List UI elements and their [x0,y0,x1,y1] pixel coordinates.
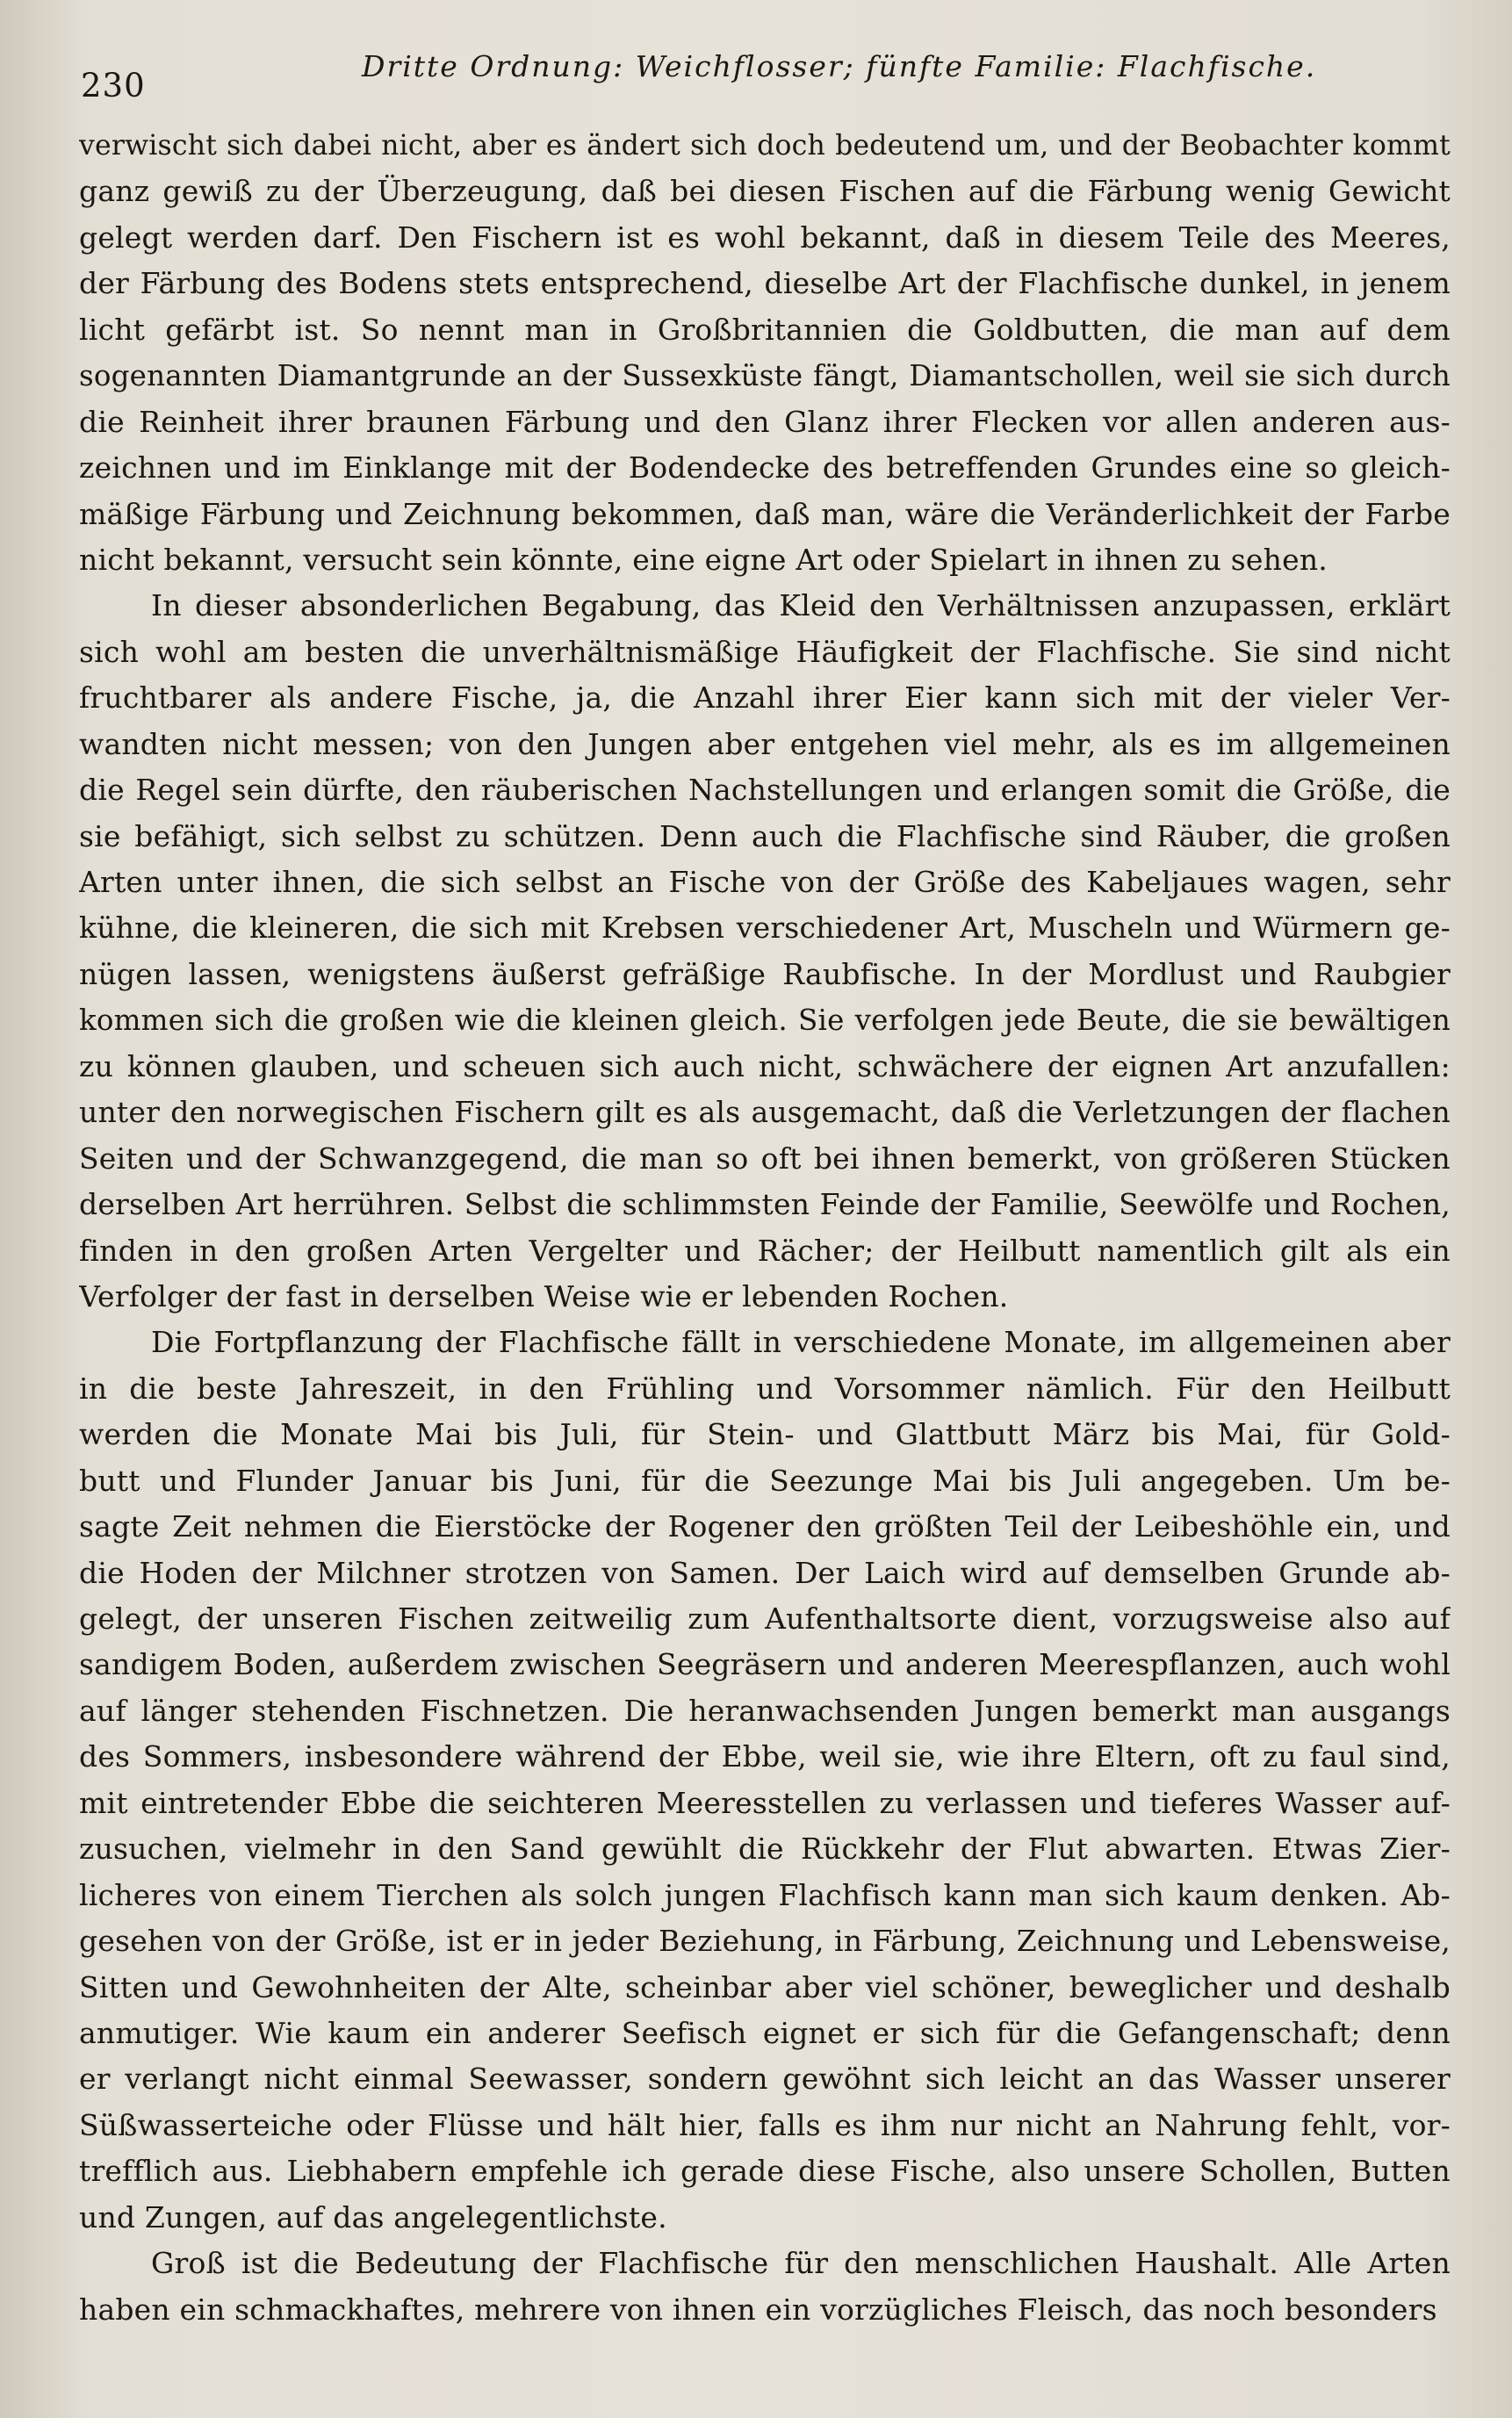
text-line: ganz gewiß zu der Überzeugung, daß bei diesen Fischen auf die Färbung wenig Gewicht [79,174,1451,209]
text-line: In dieser absonderlichen Begabung, das Kleid den Verhältnissen anzupassen, erklärt [151,588,1451,623]
text-line: anmutiger. Wie kaum ein anderer Seefisch eignet er sich für die Gefangenschaft; denn [79,2015,1451,2050]
text-line: butt und Flunder Januar bis Juni, für die Seezunge Mai bis Juli angegeben. Um be- [79,1463,1451,1498]
page-number: 230 [81,67,146,104]
text-line: finden in den großen Arten Vergelter und Rächer; der Heilbutt namentlich gilt als ein [79,1233,1451,1268]
text-line: nicht bekannt, versucht sein könnte, eine eigne Art oder Spielart in ihnen zu sehen. [79,542,1328,577]
text-line: sagte Zeit nehmen die Eierstöcke der Rogener den größten Teil der Leibeshöhle ein, und [79,1509,1451,1544]
text-line: Groß ist die Bedeutung der Flachfische für den menschlichen Haushalt. Alle Arten [151,2246,1451,2281]
text-line: Verfolger der fast in derselben Weise wie er lebenden Rochen. [79,1278,1009,1313]
text-line: die Reinheit ihrer braunen Färbung und den Glanz ihrer Flecken vor allen anderen aus- [79,404,1451,439]
text-line: licheres von einem Tierchen als solch jungen Flachfisch kann man sich kaum denken. Ab- [79,1877,1451,1912]
text-line: wandten nicht messen; von den Jungen aber entgehen viel mehr, als es im allgemeinen [79,726,1451,761]
text-line: trefflich aus. Liebhabern empfehle ich gerade diese Fische, also unsere Schollen, Butten [79,2154,1451,2189]
text-line: mit eintretender Ebbe die seichteren Meeresstellen zu verlassen und tieferes Wasser auf- [79,1785,1451,1820]
text-line: der Färbung des Bodens stets entsprechend, dieselbe Art der Flachfische dunkel, in jenem [79,266,1451,301]
text-line: Arten unter ihnen, die sich selbst an Fische von der Größe des Kabeljaues wagen, sehr [79,865,1451,899]
text-line: auf länger stehenden Fischnetzen. Die heranwachsenden Jungen bemerkt man ausgangs [79,1693,1451,1728]
text-line: sogenannten Diamantgrunde an der Sussexküste fängt, Diamantschollen, weil sie sich durch [79,359,1451,393]
text-line: mäßige Färbung und Zeichnung bekommen, daß man, wäre die Veränderlichkeit der Farbe [79,496,1451,531]
text-line: kühne, die kleineren, die sich mit Krebsen verschiedener Art, Muscheln und Würmern ge- [79,910,1451,946]
text-line: Seiten und der Schwanzgegend, die man so oft bei ihnen bemerkt, von größeren Stücken [79,1141,1451,1176]
text-line: nügen lassen, wenigstens äußerst gefräßige Raubfische. In der Mordlust und Raubgier [79,956,1451,991]
text-line: Süßwasserteiche oder Flüsse und hält hier, falls es ihm nur nicht an Nahrung fehlt, vor- [79,2107,1451,2142]
text-line: er verlangt nicht einmal Seewasser, sondern gewöhnt sich leicht an das Wasser unserer [79,2062,1451,2097]
paragraph [79,2241,1451,2333]
text-line: Die Fortpflanzung der Flachfische fällt in verschiedene Monate, im allgemeinen aber [151,1325,1451,1360]
text-line: gesehen von der Größe, ist er in jeder Beziehung, in Färbung, Zeichnung und Lebensweise, [79,1924,1451,1959]
text-line: werden die Monate Mai bis Juli, für Stein- und Glattbutt März bis Mai, für Gold- [79,1417,1451,1452]
text-line: sandigem Boden, außerdem zwischen Seegräsern und anderen Meerespflanzen, auch wohl [79,1647,1451,1682]
text-line: gelegt werden darf. Den Fischern ist es wohl bekannt, daß in diesem Teile des Meeres, [79,219,1451,255]
text-line: Sitten und Gewohnheiten der Alte, scheinbar aber viel schöner, beweglicher und deshalb [79,1969,1451,2004]
paragraph [79,1320,1451,2241]
text-line: kommen sich die großen wie die kleinen gleich. Sie verfolgen jede Beute, die sie bewältigen [79,1004,1451,1038]
text-line: zu können glauben, und scheuen sich auch nicht, schwächere der eignen Art anzufallen: [79,1048,1451,1083]
text-line: gelegt, der unseren Fischen zeitweilig zum Aufenthaltsorte dient, vorzugsweise also auf [79,1601,1451,1636]
text-line: derselben Art herrühren. Selbst die schlimmsten Feinde der Familie, Seewölfe und Rochen, [79,1187,1451,1222]
text-line: und Zungen, auf das angelegentlichste. [79,2199,667,2234]
text-line: unter den norwegischen Fischern gilt es als ausgemacht, daß die Verletzungen der flachen [79,1095,1451,1130]
page-header [81,46,1477,104]
paragraph [79,123,1451,583]
running-head: Dritte Ordnung: Weichflosser; fünfte Familie: Flachfische. [362,49,1317,83]
text-line: sich wohl am besten die unverhältnismäßige Häufigkeit der Flachfische. Sie sind nicht [79,634,1451,669]
body-text [79,123,1451,2333]
text-line: fruchtbarer als andere Fische, ja, die Anzahl ihrer Eier kann sich mit der vieler Ver- [79,680,1451,716]
text-line: in die beste Jahreszeit, in den Frühling und Vorsommer nämlich. Für den Heilbutt [79,1371,1451,1406]
text-line: sie befähigt, sich selbst zu schützen. Denn auch die Flachfische sind Räuber, die großen [79,818,1451,853]
text-line: des Sommers, insbesondere während der Ebbe, weil sie, wie ihre Eltern, oft zu faul sind, [79,1739,1451,1774]
text-line: haben ein schmackhaftes, mehrere von ihnen ein vorzügliches Fleisch, das noch besonders [79,2292,1437,2327]
paragraph [79,583,1451,1320]
text-line: die Hoden der Milchner strotzen von Samen. Der Laich wird auf demselben Grunde ab- [79,1555,1451,1590]
text-line: verwischt sich dabei nicht, aber es ändert sich doch bedeutend um, und der Beobachter kommt [79,130,1451,162]
text-line: licht gefärbt ist. So nennt man in Großbritannien die Goldbutten, die man auf dem [79,312,1451,347]
text-line: zeichnen und im Einklange mit der Bodendecke des betreffenden Grundes eine so gleich- [79,450,1451,486]
text-line: die Regel sein dürfte, den räuberischen Nachstellungen und erlangen somit die Größe, die [79,773,1451,808]
text-line: zusuchen, vielmehr in den Sand gewühlt die Rückkehr der Flut abwarten. Etwas Zier- [79,1831,1451,1867]
